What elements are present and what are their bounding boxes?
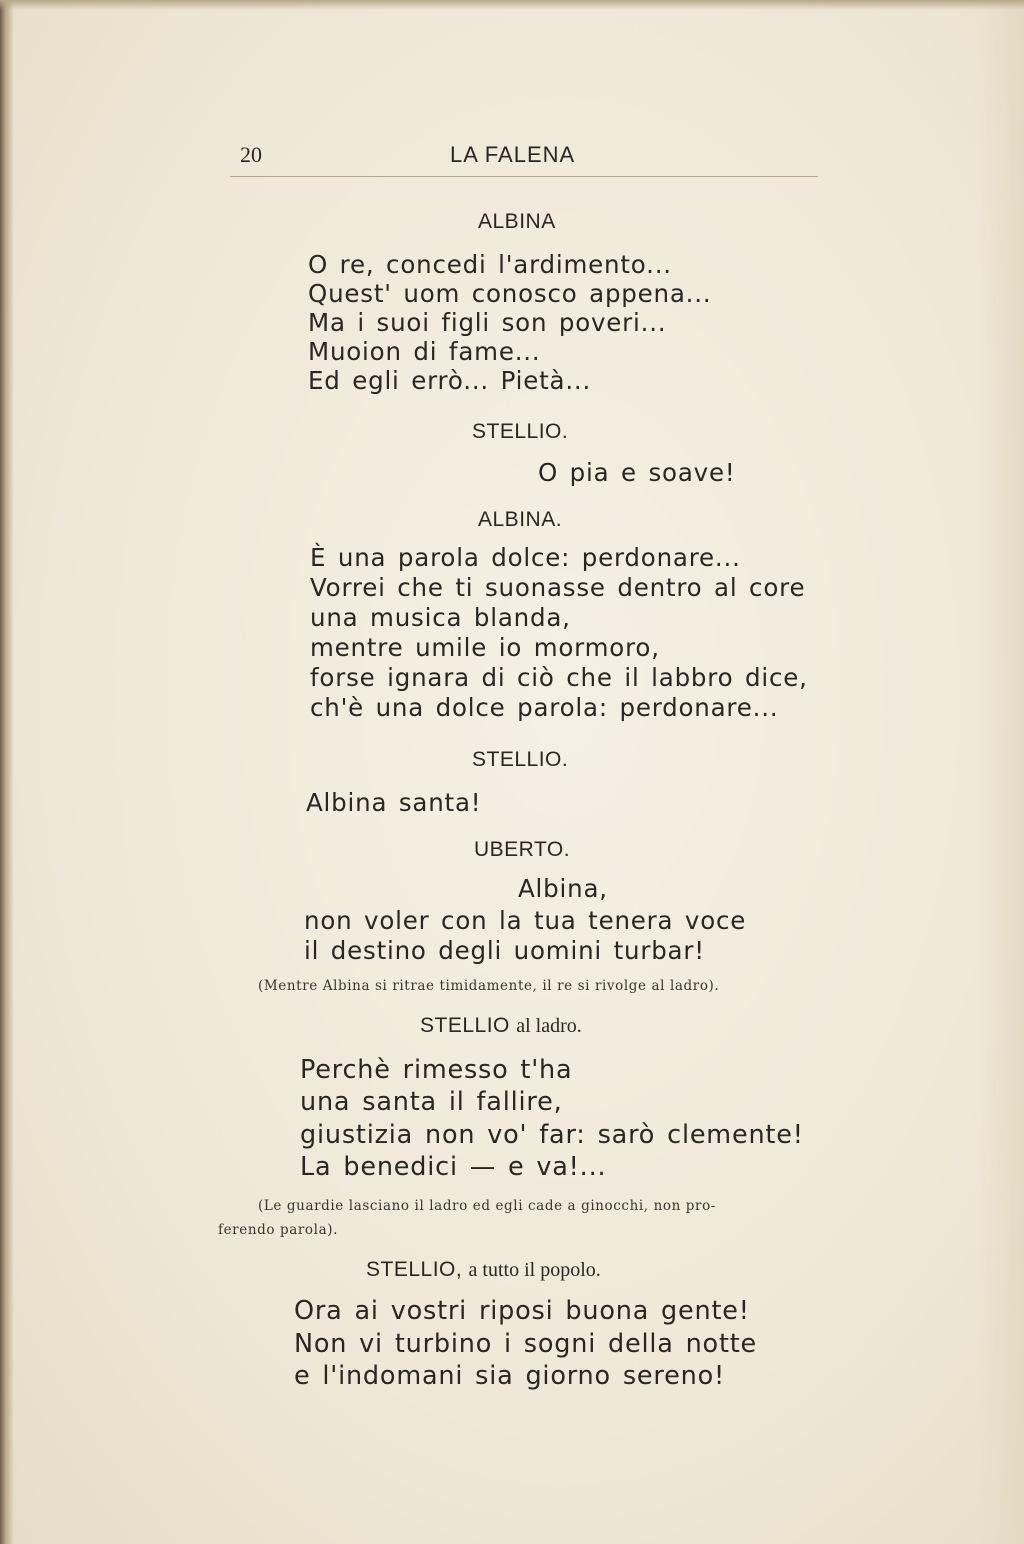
page-header: [230, 142, 818, 177]
page-number: 20: [240, 142, 262, 167]
speaker-direction: al ladro.: [516, 1015, 582, 1037]
verse-line: La benedici — e va!...: [300, 1152, 607, 1182]
page-edge-top: [0, 0, 1024, 10]
verse-line: il destino degli uomini turbar!: [304, 936, 705, 965]
speaker-name: STELLIO,: [366, 1258, 463, 1281]
verse-line: Ma i suoi figli son poveri...: [308, 308, 667, 337]
speaker-stellio: [420, 1014, 582, 1038]
verse-line: Muoion di fame...: [308, 337, 541, 366]
speaker-stellio: STELLIO.: [472, 420, 569, 443]
speaker-uberto: UBERTO.: [474, 838, 571, 861]
stage-direction: (Mentre Albina si ritrae timidamente, il re si rivolge al ladro).: [258, 978, 720, 994]
verse-line: giustizia non vo' far: sarò clemente!: [300, 1120, 804, 1150]
verse-line: non voler con la tua tenera voce: [304, 906, 747, 935]
verse-line: O pia e soave!: [538, 458, 736, 487]
speaker-name: STELLIO: [420, 1014, 510, 1037]
page-edge-right: [978, 0, 1024, 1544]
speaker-albina: ALBINA: [478, 210, 556, 233]
page-spine-shadow: [0, 0, 14, 1544]
speaker-stellio: STELLIO.: [472, 748, 569, 771]
verse-line: una musica blanda,: [310, 603, 571, 632]
speaker-albina: ALBINA.: [478, 508, 563, 531]
verse-line: Non vi turbino i sogni della notte: [294, 1329, 758, 1359]
running-title: LA FALENA: [450, 142, 576, 167]
speaker-stellio: [366, 1258, 601, 1282]
verse-line: una santa il fallire,: [300, 1087, 563, 1117]
verse-line: Vorrei che ti suonasse dentro al core: [310, 573, 806, 602]
stage-direction: (Le guardie lasciano il ladro ed egli cade a ginocchi, non pro-: [258, 1198, 716, 1214]
verse-line: Albina santa!: [306, 788, 482, 817]
verse-line: mentre umile io mormoro,: [310, 633, 660, 662]
verse-line: Ora ai vostri riposi buona gente!: [294, 1296, 750, 1326]
stage-direction: ferendo parola).: [218, 1222, 338, 1238]
verse-line: Albina,: [518, 874, 608, 903]
verse-line: È una parola dolce: perdonare...: [310, 543, 741, 572]
verse-line: e l'indomani sia giorno sereno!: [294, 1361, 725, 1391]
verse-line: Ed egli errò... Pietà...: [308, 366, 592, 395]
verse-line: O re, concedi l'ardimento...: [308, 250, 672, 279]
verse-line: ch'è una dolce parola: perdonare...: [310, 693, 779, 722]
verse-line: Perchè rimesso t'ha: [300, 1055, 573, 1085]
verse-line: forse ignara di ciò che il labbro dice,: [310, 663, 808, 692]
speaker-direction: a tutto il popolo.: [468, 1259, 601, 1281]
verse-line: Quest' uom conosco appena...: [308, 279, 712, 308]
